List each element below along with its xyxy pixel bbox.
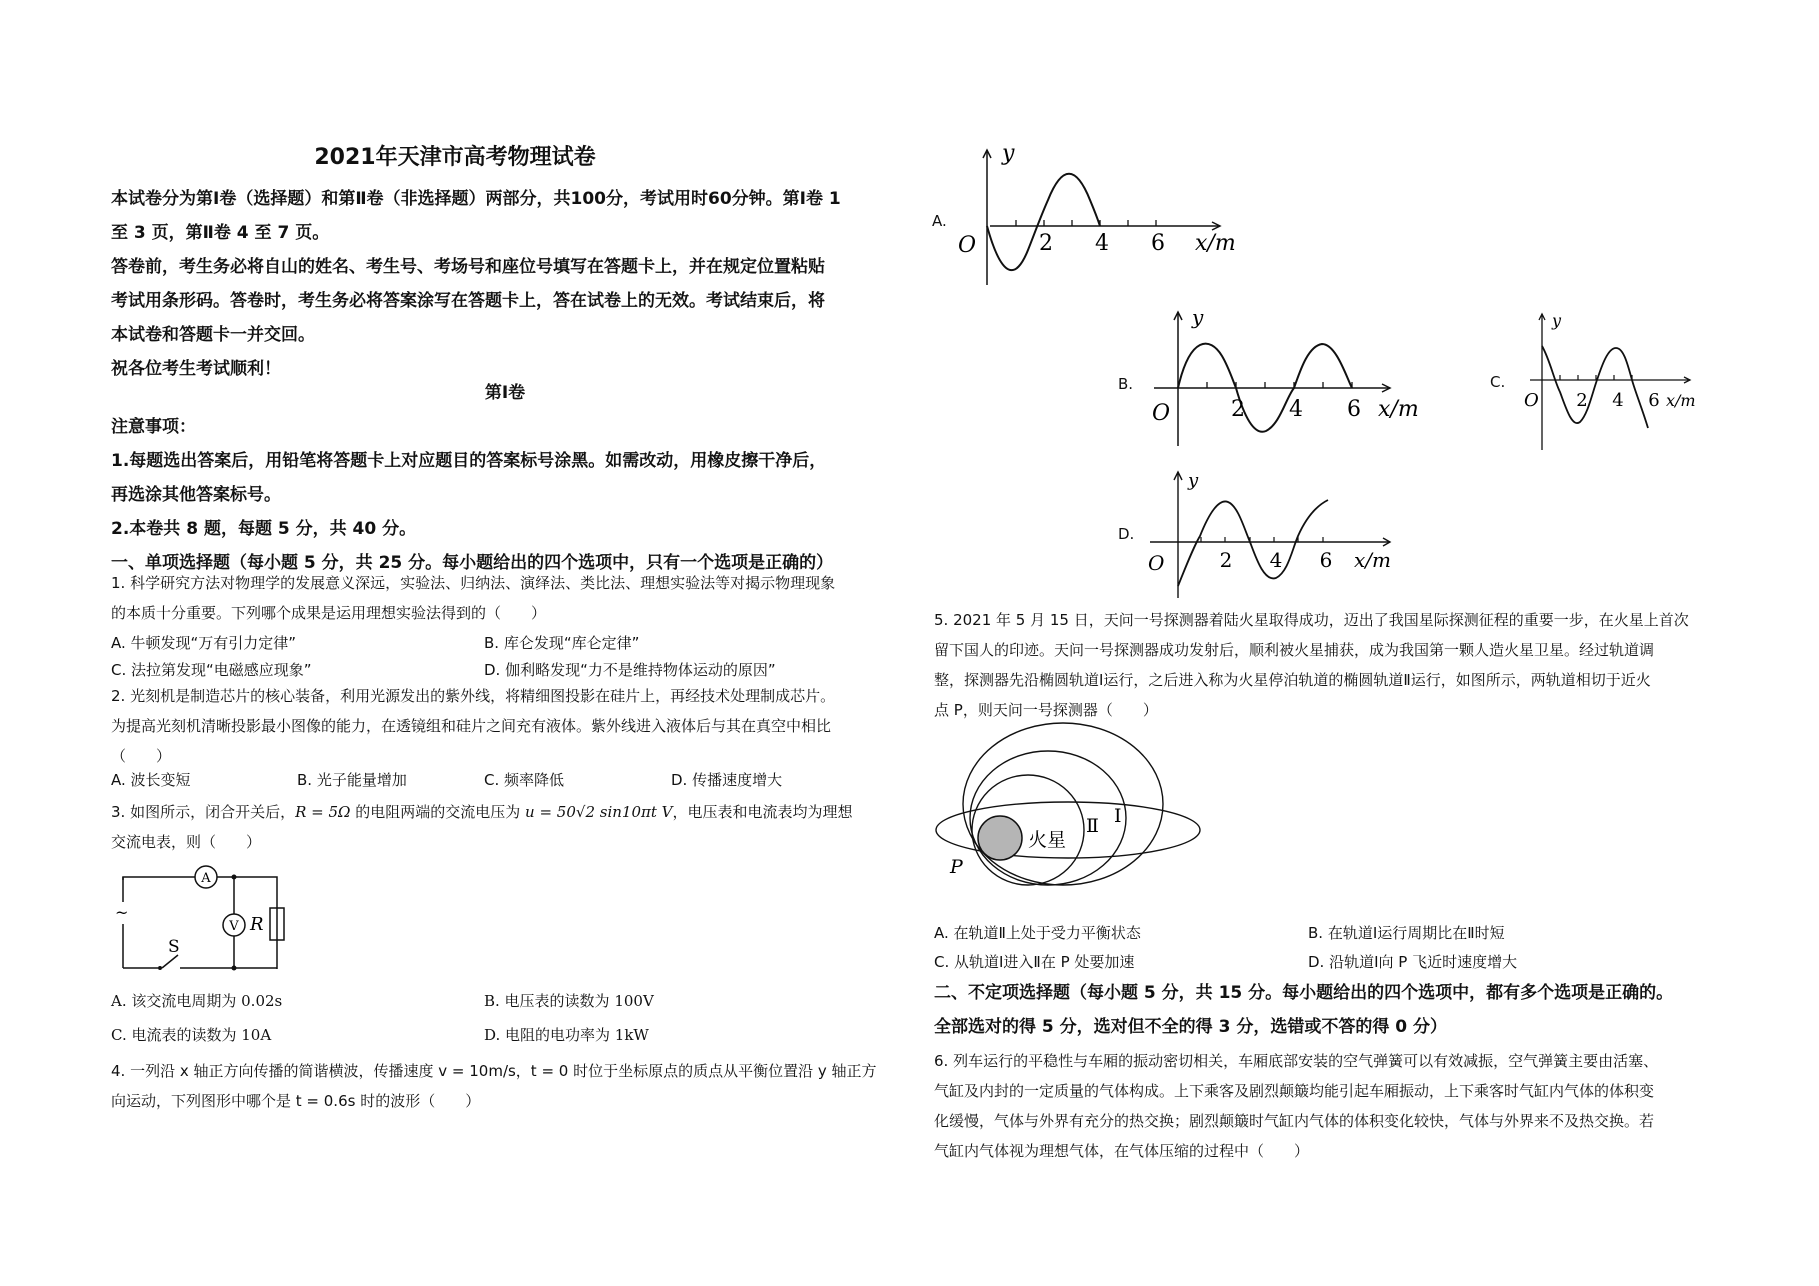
x-axis-label: x/m [1354, 548, 1391, 572]
question-line: 化缓慢，气体与外界有充分的热交换；剧烈颠簸时气缸内气体的体积变化较快，气体与外界来不及热交换。若 [934, 1112, 1655, 1130]
wave-graph-a [950, 140, 1260, 290]
ammeter-label: A [201, 871, 211, 886]
orbit-2-label: Ⅱ [1086, 815, 1099, 837]
intro-line: 答卷前，考生务必将自山的姓名、考生号、考场号和座位号填写在答题卡上，并在规定位置粘贴 [111, 257, 825, 277]
tick-label: 2 [1576, 390, 1588, 411]
question-line: 2. 光刻机是制造芯片的核心装备，利用光源发出的紫外线，将精细图投影在硅片上，再经技术处理制成芯片。 [111, 687, 836, 705]
q1-option-c: C. 法拉第发现“电磁感应现象” [111, 661, 312, 679]
wave-graph-b [1140, 306, 1440, 456]
question-line: 6. 列车运行的平稳性与车厢的振动密切相关，车厢底部安装的空气弹簧可以有效减振，空气弹簧主要由活塞、 [934, 1052, 1659, 1070]
ac-source-icon: ~ [115, 903, 129, 922]
q3-text: ，电压表和电流表均为理想 [672, 803, 853, 821]
question-4 [111, 1056, 911, 1116]
notes-line: 1.每题选出答案后，用铅笔将答题卡上对应题目的答案标号涂黑。如需改动，用橡皮擦干净后， [111, 451, 827, 471]
q1-option-b: B. 库仑发现“库仑定律” [484, 634, 640, 652]
question-2 [111, 681, 911, 771]
wave-graph-d [1140, 466, 1410, 601]
notes-block [111, 410, 911, 580]
wave-graph-c [1520, 310, 1705, 450]
resistor-label: R [250, 914, 264, 935]
junction-dot [232, 875, 237, 880]
x-axis-label: x/m [1378, 397, 1419, 422]
q5-option-d: D. 沿轨道Ⅰ向 P 飞近时速度增大 [1308, 953, 1518, 971]
notes-line: 再选涂其他答案标号。 [111, 485, 281, 505]
q5-option-b: B. 在轨道Ⅰ运行周期比在Ⅱ时短 [1308, 924, 1505, 942]
question-line: （ ） [111, 747, 172, 765]
question-line [111, 797, 911, 827]
question-3 [111, 797, 911, 857]
x-axis-label: x/m [1195, 231, 1236, 256]
q3-voltage-formula: u = 50√2 sin10πt V [525, 803, 673, 821]
q3-resistance: R = 5Ω [295, 803, 351, 821]
tick-label: 6 [1648, 390, 1660, 411]
mars-label: 火星 [1028, 829, 1067, 851]
wave-curve [1542, 346, 1648, 428]
y-axis-label: y [1002, 141, 1015, 166]
question-line: 交流电表，则（ ） [111, 833, 262, 851]
intro-line: 本试卷和答题卡一并交回。 [111, 325, 315, 345]
y-axis-label: y [1188, 470, 1199, 491]
tick-label: 2 [1231, 397, 1245, 422]
notes-line: 2.本卷共 8 题，每题 5 分，共 40 分。 [111, 519, 417, 539]
section1-heading: 一、单项选择题（每小题 5 分，共 25 分。每小题给出的四个选项中，只有一个选项是正确的） [111, 553, 834, 573]
tick-label: 2 [1039, 231, 1053, 256]
question-line: 留下国人的印迹。天问一号探测器成功发射后，顺利被火星捕获，成为我国第一颗人造火星卫星。经过轨道调 [934, 641, 1655, 659]
orbit-1-label: Ⅰ [1114, 805, 1122, 827]
q5-option-c: C. 从轨道Ⅰ进入Ⅱ在 P 处要加速 [934, 953, 1135, 971]
question-5 [934, 605, 1754, 725]
graph-c-label: C. [1490, 373, 1506, 391]
intro-line: 至 3 页，第Ⅱ卷 4 至 7 页。 [111, 223, 330, 243]
page-title: 2021年天津市高考物理试卷 [314, 145, 596, 170]
origin-label: O [1524, 390, 1539, 411]
intro-line: 考试用条形码。答卷时，考生务必将答案涂写在答题卡上，答在试卷上的无效。考试结束后，将 [111, 291, 825, 311]
q2-option-d: D. 传播速度增大 [671, 771, 783, 789]
q2-option-a: A. 波长变短 [111, 771, 191, 789]
graph-b-label: B. [1118, 375, 1134, 393]
question-line: 为提高光刻机清晰投影最小图像的能力，在透镜组和硅片之间充有液体。紫外线进入液体后与其在真空中相比 [111, 717, 832, 735]
q3-option-d: D. 电阻的电功率为 1kW [484, 1026, 649, 1044]
intro-block [111, 182, 911, 386]
question-line: 的本质十分重要。下列哪个成果是运用理想实验法得到的（ ） [111, 604, 547, 622]
tick-label: 4 [1612, 390, 1624, 411]
y-axis-label: y [1192, 306, 1204, 329]
q3-option-a: A. 该交流电周期为 0.02s [111, 992, 283, 1010]
orbit-1 [963, 723, 1163, 885]
q5-option-a: A. 在轨道Ⅱ上处于受力平衡状态 [934, 924, 1141, 942]
point-p-label: P [950, 856, 963, 878]
question-line: 4. 一列沿 x 轴正方向传播的简谐横波，传播速度 v = 10m/s，t = 0 时位于坐标原点的质点从平衡位置沿 y 轴正方 [111, 1062, 877, 1080]
wave-curve [1178, 500, 1328, 586]
section2-line: 全部选对的得 5 分，选对但不全的得 3 分，选错或不答的得 0 分） [934, 1017, 1447, 1037]
part1-heading: 第Ⅰ卷 [484, 383, 526, 403]
question-line: 整，探测器先沿椭圆轨道Ⅰ运行，之后进入称为火星停泊轨道的椭圆轨道Ⅱ运行，如图所示，两轨道相切于近火 [934, 671, 1651, 689]
orbit-diagram [928, 722, 1208, 892]
question-6 [934, 1046, 1754, 1166]
y-axis-label: y [1552, 311, 1562, 330]
q1-option-a: A. 牛顿发现“万有引力定律” [111, 634, 297, 652]
question-line: 5. 2021 年 5 月 15 日，天问一号探测器着陆火星取得成功，迈出了我国星际探测征程的重要一步，在火星上首次 [934, 611, 1689, 629]
intro-line: 本试卷分为第Ⅰ卷（选择题）和第Ⅱ卷（非选择题）两部分，共100分，考试用时60分钟。第Ⅰ卷 1 [111, 189, 841, 209]
origin-label: O [1152, 401, 1171, 426]
tick-label: 6 [1347, 397, 1361, 422]
origin-label: O [1148, 551, 1165, 575]
q3-option-c: C. 电流表的读数为 10A [111, 1026, 272, 1044]
junction-dot [232, 966, 237, 971]
tick-label: 6 [1319, 548, 1333, 572]
tick-label: 4 [1289, 397, 1303, 422]
notes-title: 注意事项： [111, 417, 196, 437]
section2-line: 二、不定项选择题（每小题 5 分，共 15 分。每小题给出的四个选项中，都有多个选项是正确的。 [934, 983, 1674, 1003]
mars-icon [978, 816, 1022, 860]
q2-option-b: B. 光子能量增加 [297, 771, 407, 789]
question-line: 1. 科学研究方法对物理学的发展意义深远，实验法、归纳法、演绎法、类比法、理想实验法等对揭示物理现象 [111, 574, 836, 592]
switch-contact [158, 966, 162, 970]
q3-text: 的电阻两端的交流电压为 [350, 803, 526, 821]
q2-option-c: C. 频率降低 [484, 771, 565, 789]
circuit-diagram [110, 862, 290, 972]
voltmeter-label: V [229, 919, 239, 934]
tick-label: 6 [1151, 231, 1165, 256]
origin-label: O [958, 233, 977, 258]
graph-d-label: D. [1118, 525, 1135, 543]
q3-text: 3. 如图所示，闭合开关后， [111, 803, 296, 821]
question-line: 点 P，则天问一号探测器（ ） [934, 701, 1158, 719]
intro-line: 祝各位考生考试顺利！ [111, 359, 281, 379]
graph-a-label: A. [932, 212, 947, 230]
question-1 [111, 568, 911, 628]
question-line: 气缸及内封的一定质量的气体构成。上下乘客及剧烈颠簸均能引起车厢振动，上下乘客时气缸内气体的体积变 [934, 1082, 1655, 1100]
x-axis-label: x/m [1666, 391, 1696, 410]
switch-label: S [168, 937, 180, 957]
question-line: 向运动，下列图形中哪个是 t = 0.6s 时的波形（ ） [111, 1092, 481, 1110]
tick-label: 4 [1095, 231, 1109, 256]
tick-label: 4 [1269, 548, 1283, 572]
question-line: 气缸内气体视为理想气体，在气体压缩的过程中（ ） [934, 1142, 1310, 1160]
tick-label: 2 [1219, 548, 1233, 572]
section2-heading [934, 976, 1794, 1044]
q1-option-d: D. 伽利略发现“力不是维持物体运动的原因” [484, 661, 776, 679]
q3-option-b: B. 电压表的读数为 100V [484, 992, 654, 1010]
